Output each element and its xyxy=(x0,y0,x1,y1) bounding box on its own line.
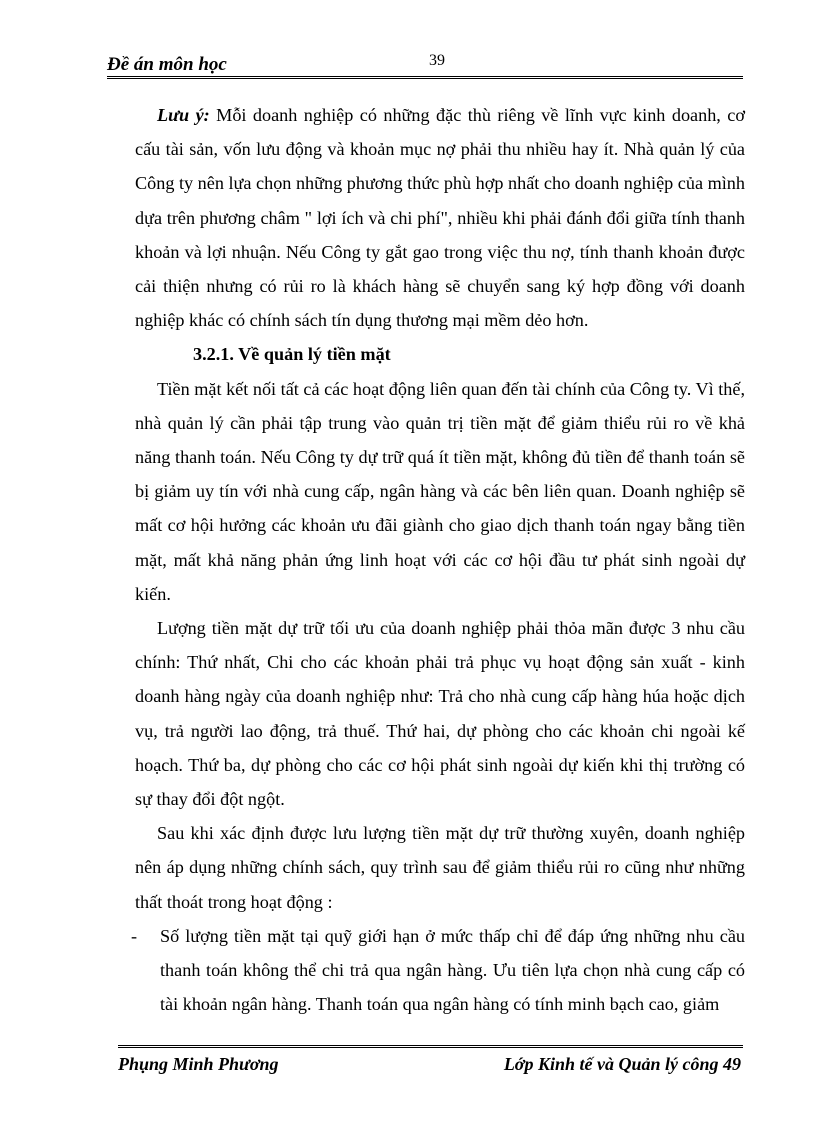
footer-author: Phụng Minh Phương xyxy=(118,1054,279,1074)
note-text: Mỗi doanh nghiệp có những đặc thù riêng về lĩnh vực kinh doanh, cơ cấu tài sản, vốn lưu động và khoản mục nợ phải thu nhiều hay ít. Nhà quản lý của Công ty nên lựa chọn những phương thức phù hợp nhất cho doanh nghiệp của mình dựa trên phương châm " lợi ích và chi phí", nhiều khi phải đánh đổi giữa tính thanh khoản và lợi nhuận. Nếu Công ty gắt gao trong việc thu nợ, tính thanh khoản được cải thiện nhưng có rủi ro là khách hàng sẽ chuyển sang ký hợp đồng với doanh nghiệp khác có chính sách tín dụng thương mại mềm dẻo hơn. xyxy=(135,105,745,331)
document-title: Đề án môn học xyxy=(107,54,227,75)
page-footer xyxy=(118,1045,743,1074)
note-label: Lưu ý: xyxy=(157,105,210,125)
body-paragraph: Lượng tiền mặt dự trữ tối ưu của doanh nghiệp phải thỏa mãn được 3 nhu cầu chính: Thứ nhất, Chi cho các khoản phải trả phục vụ hoạt động sản xuất - kinh doanh hàng ngày của doanh nghiệp như: Trả cho nhà cung cấp hàng húa hoặc dịch vụ, trả người lao động, trả thuế. Thứ hai, dự phòng cho các khoản chi ngoài kế hoạch. Thứ ba, dự phòng cho các cơ hội phát sinh ngoài dự kiến khi thị trường có sự thay đổi đột ngột. xyxy=(135,618,745,810)
section-heading: 3.2.1. Về quản lý tiền mặt xyxy=(193,344,391,365)
bullet-dash: - xyxy=(131,925,138,946)
page-number: 39 xyxy=(429,52,445,69)
page-header xyxy=(107,52,743,79)
bullet-text: Số lượng tiền mặt tại quỹ giới hạn ở mức thấp chỉ để đáp ứng những nhu cầu thanh toán không thể chi trả qua ngân hàng. Ưu tiên lựa chọn nhà cung cấp có tài khoản ngân hàng. Thanh toán qua ngân hàng có tính minh bạch cao, giảm xyxy=(160,925,745,1015)
body-paragraph: Sau khi xác định được lưu lượng tiền mặt dự trữ thường xuyên, doanh nghiệp nên áp dụng những chính sách, quy trình sau để giảm thiểu rủi ro cũng như những thất thoát trong hoạt động : xyxy=(135,823,745,912)
note-paragraph xyxy=(135,98,745,337)
page-body xyxy=(131,98,745,1021)
body-paragraph: Tiền mặt kết nối tất cả các hoạt động liên quan đến tài chính của Công ty. Vì thế, nhà quản lý cần phải tập trung vào quản trị tiền mặt để giảm thiểu rủi ro về khả năng thanh toán. Nếu Công ty dự trữ quá ít tiền mặt, không đủ tiền để thanh toán sẽ bị giảm uy tín với nhà cung cấp, ngân hàng và các bên liên quan. Doanh nghiệp sẽ mất cơ hội hưởng các khoản ưu đãi giành cho giao dịch thanh toán ngay bằng tiền mặt, mất khả năng phản ứng linh hoạt với các cơ hội đầu tư phát sinh ngoài dự kiến. xyxy=(135,378,745,604)
bullet-item xyxy=(131,919,745,1022)
footer-class: Lớp Kinh tế và Quản lý công 49 xyxy=(503,1054,741,1074)
